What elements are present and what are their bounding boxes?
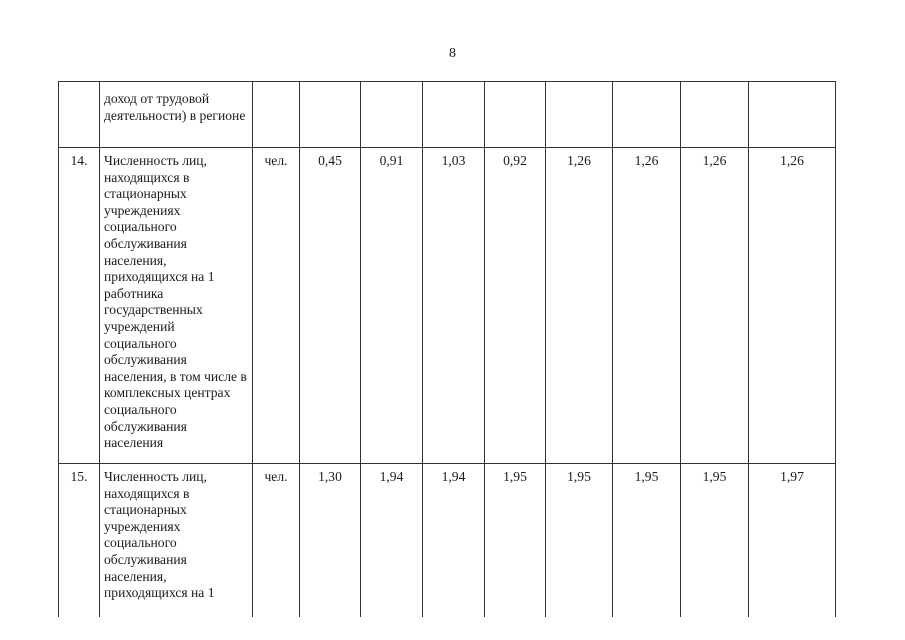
value-cell: 1,30: [300, 464, 361, 618]
value-cell: 1,26: [546, 148, 613, 464]
value-cell: [749, 82, 836, 148]
value-cell: 1,03: [423, 148, 485, 464]
value-cell: [613, 82, 681, 148]
table-row: [59, 148, 836, 464]
value-cell: 1,95: [546, 464, 613, 618]
unit-cell: чел.: [253, 148, 300, 464]
unit-cell: чел.: [253, 464, 300, 618]
indicator-name: доход от трудовой деятельности) в регионе: [100, 82, 253, 148]
value-cell: [485, 82, 546, 148]
row-number: 14.: [59, 148, 100, 464]
value-cell: 1,95: [681, 464, 749, 618]
value-cell: 1,95: [613, 464, 681, 618]
value-cell: 0,91: [361, 148, 423, 464]
value-cell: 1,26: [613, 148, 681, 464]
table-row: [59, 82, 836, 148]
page-number: 8: [449, 46, 456, 61]
value-cell: [423, 82, 485, 148]
value-cell: 0,92: [485, 148, 546, 464]
indicator-name: Численность лиц, находящихся в стационарных учреждениях социального обслуживания населения, приходящихся на 1: [100, 464, 253, 618]
table-row: [59, 464, 836, 618]
value-cell: [546, 82, 613, 148]
indicators-table: [58, 81, 836, 617]
value-cell: 1,26: [681, 148, 749, 464]
value-cell: 1,97: [749, 464, 836, 618]
unit-cell: [253, 82, 300, 148]
value-cell: [681, 82, 749, 148]
value-cell: [300, 82, 361, 148]
value-cell: 1,26: [749, 148, 836, 464]
value-cell: [361, 82, 423, 148]
indicator-name: Численность лиц, находящихся в стационарных учреждениях социального обслуживания населения, приходящихся на 1 работника государственных учреждений социального обслуживания населения, в том числе в комплексных центрах социального обслуживания населения: [100, 148, 253, 464]
row-number: 15.: [59, 464, 100, 618]
value-cell: 1,94: [361, 464, 423, 618]
value-cell: 1,94: [423, 464, 485, 618]
row-number: [59, 82, 100, 148]
value-cell: 0,45: [300, 148, 361, 464]
value-cell: 1,95: [485, 464, 546, 618]
